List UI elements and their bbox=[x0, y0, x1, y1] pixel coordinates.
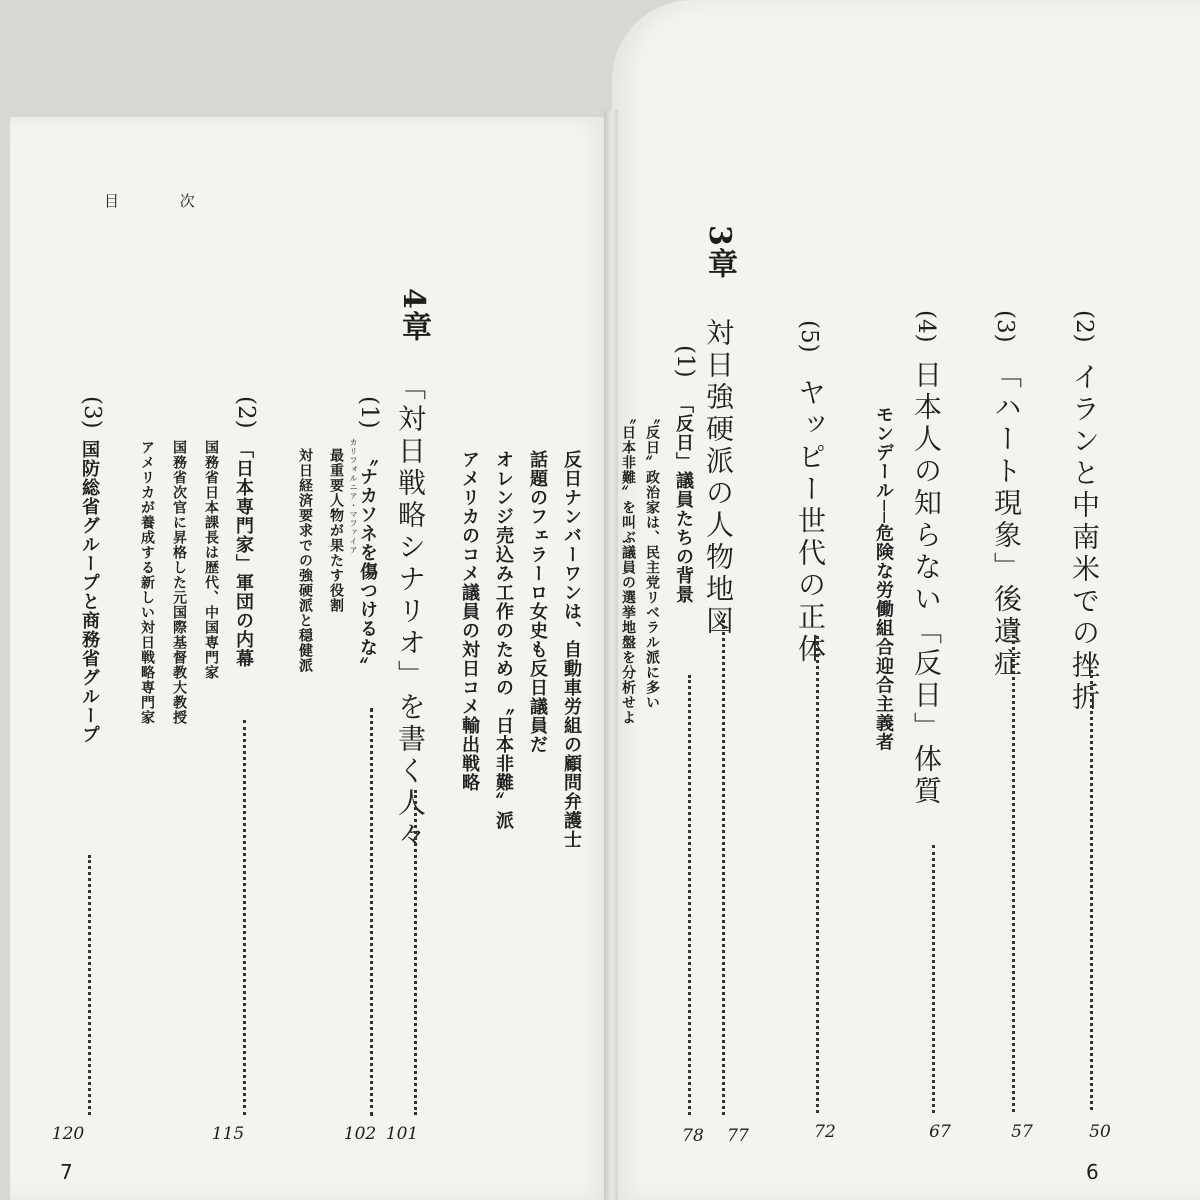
section-subitem: 国務省日本課長は歴代、中国専門家 bbox=[203, 440, 219, 680]
leader-dots bbox=[370, 708, 373, 1116]
section-subitem: アメリカが養成する新しい対日戦略専門家 bbox=[139, 440, 155, 725]
leader-dots bbox=[688, 675, 691, 1115]
section-subitem: 話題のフェラーロ女史も反日議員だ bbox=[527, 450, 548, 754]
section-subitem: 〝日本非難〟を叫ぶ議員の選挙地盤を分析せよ bbox=[620, 410, 636, 725]
entry-number: (5) bbox=[796, 320, 822, 353]
section-title: 〝ナカソネを傷つけるな〟 bbox=[357, 448, 378, 676]
entry-number: (3) bbox=[992, 310, 1018, 343]
section-number: (1) bbox=[356, 396, 382, 429]
folio: 7 bbox=[60, 1160, 73, 1184]
entry-subitem: モンデール──危険な労働組合迎合主義者 bbox=[873, 405, 894, 752]
section-number: (2) bbox=[233, 396, 259, 429]
folio: 6 bbox=[1086, 1160, 1099, 1184]
section-title: 「反日」議員たちの背景 bbox=[673, 395, 694, 604]
entry-title: 日本人の知らない「反日」体質 bbox=[910, 360, 943, 808]
entry-number: (2) bbox=[1071, 310, 1097, 343]
toc-heading: 目 次 bbox=[104, 192, 223, 210]
chapter-title: 「対日戦略シナリオ」を書く人々 bbox=[394, 372, 427, 852]
leader-dots bbox=[816, 636, 819, 1113]
section-subitem: 反日ナンバーワンは、自動車労組の顧問弁護士 bbox=[561, 450, 582, 849]
section-subitem: 〝反日〟政治家は、民主党リベラル派に多い bbox=[644, 410, 660, 710]
book-gutter bbox=[604, 110, 618, 1200]
section-subitem: 最重要人物が果たす役割 bbox=[328, 448, 344, 613]
leader-dots bbox=[722, 620, 725, 1115]
page-number: 102 bbox=[343, 1124, 377, 1144]
section-number: (1) bbox=[672, 345, 698, 378]
entry-title: 「ハート現象」後遺症 bbox=[990, 360, 1023, 680]
leader-dots bbox=[88, 855, 91, 1115]
page-number: 115 bbox=[211, 1124, 245, 1144]
section-title: 国防総省グループと商務省グループ bbox=[79, 440, 100, 744]
entry-title: イランと中南米での挫折 bbox=[1068, 362, 1101, 714]
section-subitem: アメリカのコメ議員の対日コメ輸出戦略 bbox=[459, 450, 480, 792]
page-number: 101 bbox=[385, 1124, 419, 1144]
right-page bbox=[612, 0, 1200, 1200]
chapter-title: 対日強硬派の人物地図 bbox=[702, 318, 735, 638]
section-subitem: 国務省次官に昇格した元国際基督教大教授 bbox=[171, 440, 187, 725]
leader-dots bbox=[1012, 622, 1015, 1112]
ruby-annotation: カリフォルニア・マファイア bbox=[349, 438, 358, 555]
leader-dots bbox=[414, 790, 417, 1115]
chapter-label: 3章 bbox=[702, 225, 737, 280]
page-number: 72 bbox=[814, 1122, 836, 1142]
page-number: 57 bbox=[1011, 1122, 1033, 1142]
chapter-label: 4章 bbox=[396, 288, 431, 343]
section-title: 「日本専門家」軍団の内幕 bbox=[233, 440, 254, 668]
entry-title: ヤッピー世代の正体 bbox=[794, 378, 827, 666]
section-subitem: 対日経済要求での強硬派と穏健派 bbox=[297, 448, 313, 673]
section-subitem: オレンジ売込み工作のための〝日本非難〟派 bbox=[493, 450, 514, 830]
page-number: 120 bbox=[51, 1124, 85, 1144]
leader-dots bbox=[1090, 670, 1093, 1110]
page-number: 67 bbox=[929, 1122, 951, 1142]
section-number: (3) bbox=[79, 396, 105, 429]
leader-dots bbox=[243, 720, 246, 1115]
leader-dots bbox=[932, 845, 935, 1113]
page-number: 78 bbox=[682, 1126, 704, 1146]
page-number: 77 bbox=[727, 1126, 749, 1146]
entry-number: (4) bbox=[913, 310, 939, 343]
page-number: 50 bbox=[1089, 1122, 1111, 1142]
